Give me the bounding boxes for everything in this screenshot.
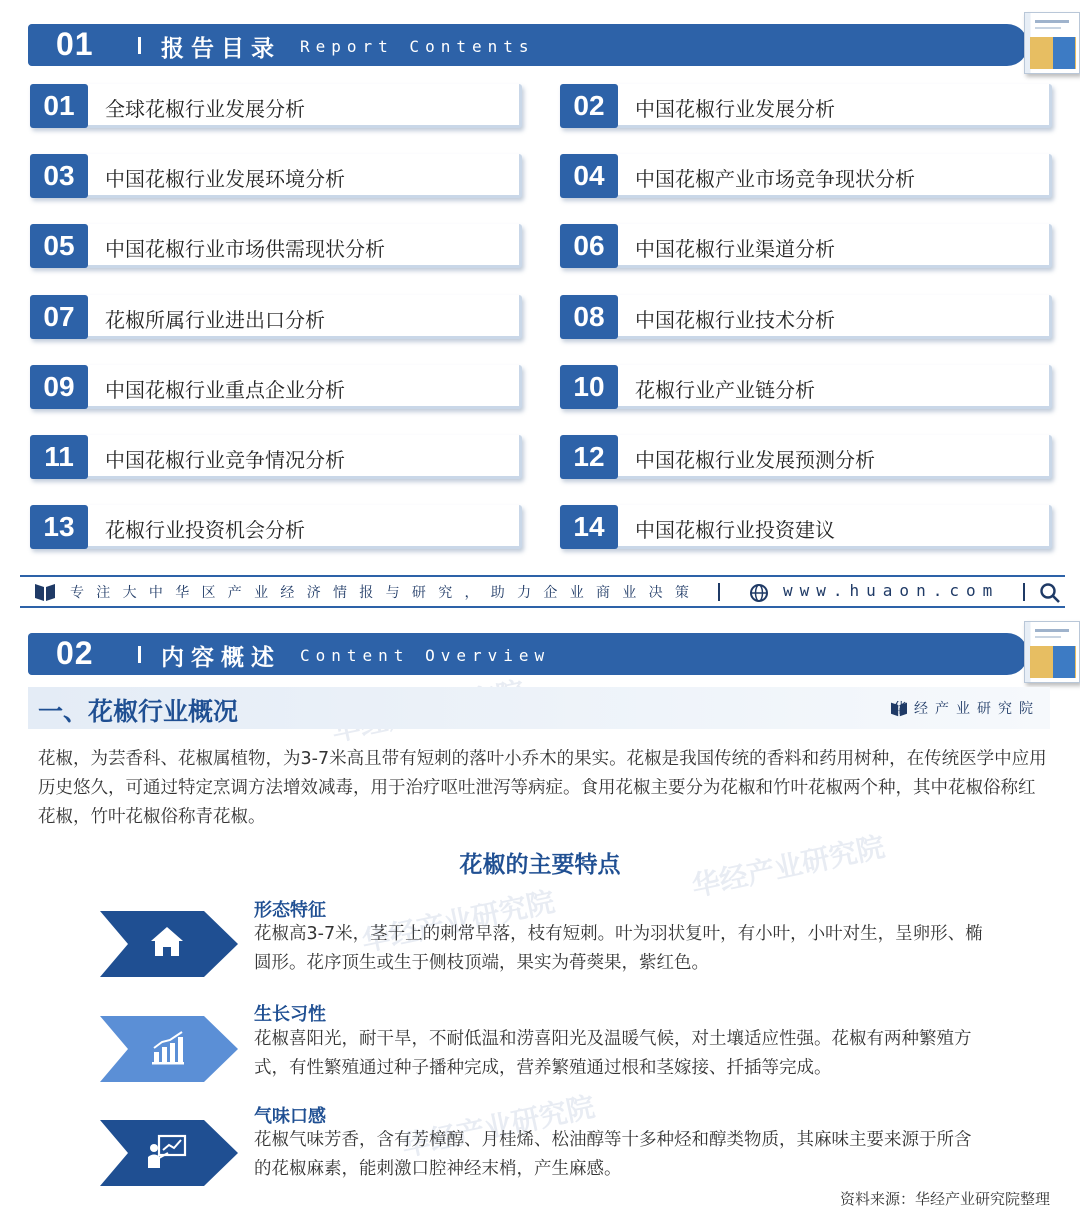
toc-label: 花椒行业投资机会分析	[105, 518, 305, 542]
feature-heading: 形态特征	[254, 900, 326, 921]
toc-label: 中国花椒行业发展预测分析	[635, 448, 875, 472]
toc-item[interactable]	[30, 224, 522, 268]
toc-item[interactable]	[560, 295, 1052, 339]
toc-label: 中国花椒行业市场供需现状分析	[105, 237, 385, 261]
section-title-en: Report Contents	[300, 37, 535, 56]
chevron-marker	[100, 911, 238, 977]
feature-text: 花椒喜阳光，耐干旱，不耐低温和涝喜阳光及温暖气候，对土壤适应性强。花椒有两种繁殖方式，有性繁殖通过种子播种完成，营养繁殖通过根和茎嫁接、扦插等完成。	[254, 1029, 972, 1078]
divider	[1023, 583, 1025, 601]
feature-text: 花椒高3-7米，茎干上的刺常早落，枝有短刺。叶为羽状复叶，有小叶，小叶对生，呈卵形、椭圆形。花序顶生或生于侧枝顶端，果实为蓇葖果，紫红色。	[254, 924, 983, 973]
toc-label: 中国花椒行业发展分析	[635, 97, 835, 121]
section-title-cn: 报告目录	[161, 36, 281, 62]
report-cover-icon	[1024, 621, 1080, 683]
toc-number: 03	[30, 154, 88, 198]
toc-number: 08	[560, 295, 618, 339]
toc-number: 13	[30, 505, 88, 549]
toc-number: 06	[560, 224, 618, 268]
watermark: 华经产业研究院	[399, 1089, 598, 1163]
org-name: 华经产业研究院	[893, 701, 1040, 717]
toc-item[interactable]	[560, 505, 1052, 549]
toc-item[interactable]	[560, 435, 1052, 479]
chevron-marker	[100, 1016, 238, 1082]
chevron-marker	[100, 1120, 238, 1186]
logo-icon	[34, 582, 56, 602]
overview-heading: 一、花椒行业概况	[38, 697, 239, 726]
toc-label: 中国花椒行业重点企业分析	[105, 378, 345, 402]
toc-label: 花椒所属行业进出口分析	[105, 308, 325, 332]
toc-label: 中国花椒行业竞争情况分析	[105, 448, 345, 472]
feature-heading: 生长习性	[254, 1004, 326, 1025]
toc-label: 中国花椒行业技术分析	[635, 308, 835, 332]
toc-label: 全球花椒行业发展分析	[105, 97, 305, 121]
section-banner-overview	[28, 633, 1028, 675]
toc-number: 14	[560, 505, 618, 549]
divider	[718, 583, 720, 601]
toc-item[interactable]	[30, 505, 522, 549]
toc-item[interactable]	[30, 84, 522, 128]
source-note: 资料来源：华经产业研究院整理	[839, 1190, 1050, 1208]
section-banner-contents	[28, 24, 1028, 66]
globe-icon	[749, 583, 769, 603]
toc-item[interactable]	[30, 365, 522, 409]
toc-number: 04	[560, 154, 618, 198]
features-title: 花椒的主要特点	[459, 852, 621, 878]
divider	[138, 646, 141, 663]
toc-item[interactable]	[560, 365, 1052, 409]
toc-item[interactable]	[30, 154, 522, 198]
overview-paragraph: 花椒，为芸香科、花椒属植物，为3-7米高且带有短刺的落叶小乔木的果实。花椒是我国传统的香料和药用树种，在传统医学中应用历史悠久，可通过特定烹调方法增效减毒，用于治疗呕吐泄泻等病症。食用花椒主要分为花椒和竹叶花椒两个种，其中花椒俗称红花椒，竹叶花椒俗称青花椒。	[38, 749, 1047, 827]
toc-label: 花椒行业产业链分析	[635, 378, 815, 402]
toc-item[interactable]	[560, 224, 1052, 268]
section-title-en: Content Overview	[300, 646, 551, 665]
toc-item[interactable]	[30, 435, 522, 479]
feature-heading: 气味口感	[254, 1106, 326, 1127]
toc-number: 12	[560, 435, 618, 479]
section-number: 01	[56, 26, 94, 62]
toc-number: 02	[560, 84, 618, 128]
toc-number: 11	[30, 435, 88, 479]
divider	[138, 37, 141, 54]
toc-number: 10	[560, 365, 618, 409]
section-title-cn: 内容概述	[161, 645, 281, 671]
toc-number: 07	[30, 295, 88, 339]
toc-item[interactable]	[30, 295, 522, 339]
toc-label: 中国花椒行业发展环境分析	[105, 167, 345, 191]
slogan-text: 专注大中华区产业经济情报与研究，助力企业商业决策	[70, 585, 702, 601]
overview-heading-bar	[28, 687, 1050, 729]
toc-number: 01	[30, 84, 88, 128]
toc-label: 中国花椒行业投资建议	[635, 518, 835, 542]
toc-label: 中国花椒产业市场竞争现状分析	[635, 167, 915, 191]
toc-item[interactable]	[560, 84, 1052, 128]
watermark: 华经产业研究院	[359, 884, 558, 958]
report-cover-icon	[1024, 12, 1080, 74]
toc-label: 中国花椒行业渠道分析	[635, 237, 835, 261]
search-icon[interactable]	[1039, 582, 1061, 604]
toc-number: 09	[30, 365, 88, 409]
website-link[interactable]: www.huaon.com	[783, 581, 1000, 600]
feature-text: 花椒气味芳香，含有芳樟醇、月桂烯、松油醇等十多种烃和醇类物质，其麻味主要来源于所含的花椒麻素，能刺激口腔神经末梢，产生麻感。	[254, 1130, 972, 1179]
toc-number: 05	[30, 224, 88, 268]
section-number: 02	[56, 635, 94, 671]
watermark: 华经产业研究院	[689, 829, 888, 903]
toc-item[interactable]	[560, 154, 1052, 198]
slogan-strip	[20, 575, 1065, 608]
